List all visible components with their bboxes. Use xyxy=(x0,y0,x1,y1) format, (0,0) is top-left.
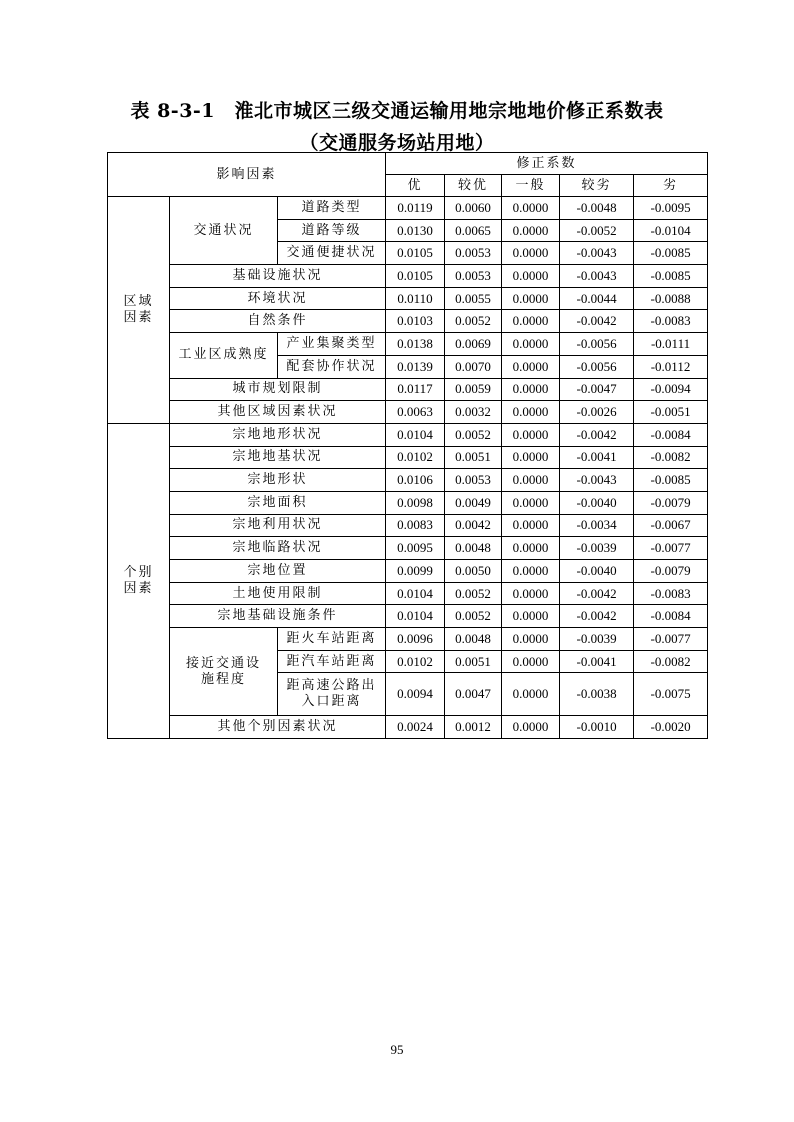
value-cell: 0.0048 xyxy=(445,537,502,560)
value-cell: 0.0024 xyxy=(386,716,445,739)
value-cell: 0.0000 xyxy=(502,242,560,265)
value-cell: 0.0000 xyxy=(502,650,560,673)
value-cell: -0.0020 xyxy=(634,716,708,739)
value-cell: -0.0084 xyxy=(634,605,708,628)
value-cell: -0.0043 xyxy=(560,469,634,492)
value-cell: -0.0040 xyxy=(560,491,634,514)
value-cell: 0.0099 xyxy=(386,560,445,583)
value-cell: 0.0000 xyxy=(502,219,560,242)
value-cell: 0.0096 xyxy=(386,628,445,651)
row-label: 距高速公路出入口距离 xyxy=(278,673,386,716)
row-label: 城市规划限制 xyxy=(170,378,386,401)
value-cell: 0.0102 xyxy=(386,650,445,673)
value-cell: 0.0051 xyxy=(445,446,502,469)
value-cell: -0.0043 xyxy=(560,265,634,288)
value-cell: 0.0012 xyxy=(445,716,502,739)
value-cell: 0.0102 xyxy=(386,446,445,469)
value-cell: 0.0103 xyxy=(386,310,445,333)
value-cell: 0.0139 xyxy=(386,355,445,378)
value-cell: 0.0055 xyxy=(445,287,502,310)
row-label: 其他区域因素状况 xyxy=(170,401,386,424)
value-cell: 0.0048 xyxy=(445,628,502,651)
value-cell: 0.0050 xyxy=(445,560,502,583)
value-cell: -0.0079 xyxy=(634,560,708,583)
value-cell: 0.0138 xyxy=(386,333,445,356)
value-cell: 0.0104 xyxy=(386,423,445,446)
row-label: 交通便捷状况 xyxy=(278,242,386,265)
value-cell: 0.0130 xyxy=(386,219,445,242)
row-label: 产业集聚类型 xyxy=(278,333,386,356)
value-cell: 0.0052 xyxy=(445,423,502,446)
value-cell: 0.0098 xyxy=(386,491,445,514)
value-cell: 0.0053 xyxy=(445,265,502,288)
value-cell: 0.0117 xyxy=(386,378,445,401)
value-cell: 0.0000 xyxy=(502,560,560,583)
header-level: 优 xyxy=(386,175,445,197)
value-cell: 0.0000 xyxy=(502,265,560,288)
value-cell: 0.0000 xyxy=(502,378,560,401)
value-cell: 0.0069 xyxy=(445,333,502,356)
value-cell: 0.0000 xyxy=(502,401,560,424)
table-title: 表 8-3-1 淮北市城区三级交通运输用地宗地地价修正系数表 xyxy=(130,100,664,122)
value-cell: -0.0082 xyxy=(634,446,708,469)
row-label: 宗地基础设施条件 xyxy=(170,605,386,628)
value-cell: 0.0000 xyxy=(502,310,560,333)
header-level: 较优 xyxy=(445,175,502,197)
value-cell: 0.0000 xyxy=(502,628,560,651)
row-label: 宗地地形状况 xyxy=(170,423,386,446)
value-cell: -0.0084 xyxy=(634,423,708,446)
value-cell: 0.0000 xyxy=(502,197,560,220)
row-label: 宗地临路状况 xyxy=(170,537,386,560)
value-cell: -0.0075 xyxy=(634,673,708,716)
value-cell: -0.0111 xyxy=(634,333,708,356)
group-individual: 个别因素 xyxy=(108,423,170,738)
header-level: 劣 xyxy=(634,175,708,197)
value-cell: -0.0040 xyxy=(560,560,634,583)
value-cell: 0.0070 xyxy=(445,355,502,378)
value-cell: 0.0000 xyxy=(502,716,560,739)
value-cell: 0.0104 xyxy=(386,582,445,605)
value-cell: -0.0056 xyxy=(560,355,634,378)
subgroup-traffic: 交通状况 xyxy=(170,197,278,265)
value-cell: 0.0095 xyxy=(386,537,445,560)
value-cell: 0.0106 xyxy=(386,469,445,492)
value-cell: 0.0000 xyxy=(502,469,560,492)
value-cell: -0.0088 xyxy=(634,287,708,310)
value-cell: -0.0039 xyxy=(560,628,634,651)
value-cell: -0.0094 xyxy=(634,378,708,401)
header-level: 较劣 xyxy=(560,175,634,197)
value-cell: 0.0000 xyxy=(502,333,560,356)
value-cell: -0.0042 xyxy=(560,605,634,628)
value-cell: 0.0059 xyxy=(445,378,502,401)
value-cell: -0.0052 xyxy=(560,219,634,242)
value-cell: 0.0000 xyxy=(502,355,560,378)
value-cell: 0.0032 xyxy=(445,401,502,424)
value-cell: -0.0034 xyxy=(560,514,634,537)
value-cell: 0.0104 xyxy=(386,605,445,628)
value-cell: 0.0042 xyxy=(445,514,502,537)
value-cell: -0.0026 xyxy=(560,401,634,424)
value-cell: 0.0049 xyxy=(445,491,502,514)
subgroup-industrial: 工业区成熟度 xyxy=(170,333,278,378)
row-label: 宗地利用状况 xyxy=(170,514,386,537)
value-cell: 0.0053 xyxy=(445,242,502,265)
value-cell: 0.0110 xyxy=(386,287,445,310)
value-cell: 0.0105 xyxy=(386,242,445,265)
value-cell: 0.0047 xyxy=(445,673,502,716)
value-cell: 0.0063 xyxy=(386,401,445,424)
row-label: 其他个别因素状况 xyxy=(170,716,386,739)
row-label: 环境状况 xyxy=(170,287,386,310)
page-number: 95 xyxy=(390,1042,404,1057)
value-cell: -0.0067 xyxy=(634,514,708,537)
value-cell: 0.0105 xyxy=(386,265,445,288)
value-cell: 0.0052 xyxy=(445,310,502,333)
table-subtitle: （交通服务场站用地） xyxy=(299,132,495,154)
value-cell: -0.0039 xyxy=(560,537,634,560)
value-cell: 0.0000 xyxy=(502,605,560,628)
value-cell: 0.0000 xyxy=(502,491,560,514)
value-cell: -0.0010 xyxy=(560,716,634,739)
value-cell: -0.0104 xyxy=(634,219,708,242)
row-label: 宗地形状 xyxy=(170,469,386,492)
value-cell: -0.0085 xyxy=(634,242,708,265)
value-cell: 0.0000 xyxy=(502,423,560,446)
value-cell: -0.0038 xyxy=(560,673,634,716)
header-coefficient: 修正系数 xyxy=(386,153,708,175)
value-cell: 0.0052 xyxy=(445,605,502,628)
row-label: 道路等级 xyxy=(278,219,386,242)
value-cell: 0.0065 xyxy=(445,219,502,242)
value-cell: 0.0051 xyxy=(445,650,502,673)
group-regional: 区域因素 xyxy=(108,197,170,424)
row-label: 距汽车站距离 xyxy=(278,650,386,673)
value-cell: -0.0085 xyxy=(634,265,708,288)
value-cell: -0.0043 xyxy=(560,242,634,265)
value-cell: 0.0119 xyxy=(386,197,445,220)
value-cell: -0.0083 xyxy=(634,582,708,605)
value-cell: -0.0083 xyxy=(634,310,708,333)
row-label: 道路类型 xyxy=(278,197,386,220)
value-cell: 0.0053 xyxy=(445,469,502,492)
value-cell: 0.0000 xyxy=(502,287,560,310)
value-cell: -0.0085 xyxy=(634,469,708,492)
value-cell: -0.0048 xyxy=(560,197,634,220)
value-cell: -0.0056 xyxy=(560,333,634,356)
row-label: 配套协作状况 xyxy=(278,355,386,378)
correction-coefficient-table xyxy=(107,152,708,739)
value-cell: 0.0094 xyxy=(386,673,445,716)
row-label: 土地使用限制 xyxy=(170,582,386,605)
value-cell: -0.0041 xyxy=(560,446,634,469)
value-cell: 0.0000 xyxy=(502,446,560,469)
value-cell: 0.0000 xyxy=(502,582,560,605)
value-cell: -0.0042 xyxy=(560,423,634,446)
row-label: 宗地地基状况 xyxy=(170,446,386,469)
value-cell: -0.0047 xyxy=(560,378,634,401)
value-cell: -0.0077 xyxy=(634,537,708,560)
row-label: 距火车站距离 xyxy=(278,628,386,651)
value-cell: -0.0112 xyxy=(634,355,708,378)
row-label: 自然条件 xyxy=(170,310,386,333)
value-cell: 0.0000 xyxy=(502,514,560,537)
row-label: 宗地面积 xyxy=(170,491,386,514)
value-cell: -0.0044 xyxy=(560,287,634,310)
value-cell: 0.0052 xyxy=(445,582,502,605)
header-level: 一般 xyxy=(502,175,560,197)
header-factor: 影响因素 xyxy=(108,153,386,197)
value-cell: -0.0051 xyxy=(634,401,708,424)
value-cell: -0.0095 xyxy=(634,197,708,220)
value-cell: 0.0060 xyxy=(445,197,502,220)
value-cell: -0.0079 xyxy=(634,491,708,514)
value-cell: -0.0077 xyxy=(634,628,708,651)
row-label: 基础设施状况 xyxy=(170,265,386,288)
value-cell: -0.0041 xyxy=(560,650,634,673)
value-cell: -0.0042 xyxy=(560,310,634,333)
row-label: 宗地位置 xyxy=(170,560,386,583)
value-cell: -0.0042 xyxy=(560,582,634,605)
value-cell: 0.0000 xyxy=(502,537,560,560)
value-cell: 0.0083 xyxy=(386,514,445,537)
subgroup-access: 接近交通设施程度 xyxy=(170,628,278,716)
value-cell: -0.0082 xyxy=(634,650,708,673)
value-cell: 0.0000 xyxy=(502,673,560,716)
